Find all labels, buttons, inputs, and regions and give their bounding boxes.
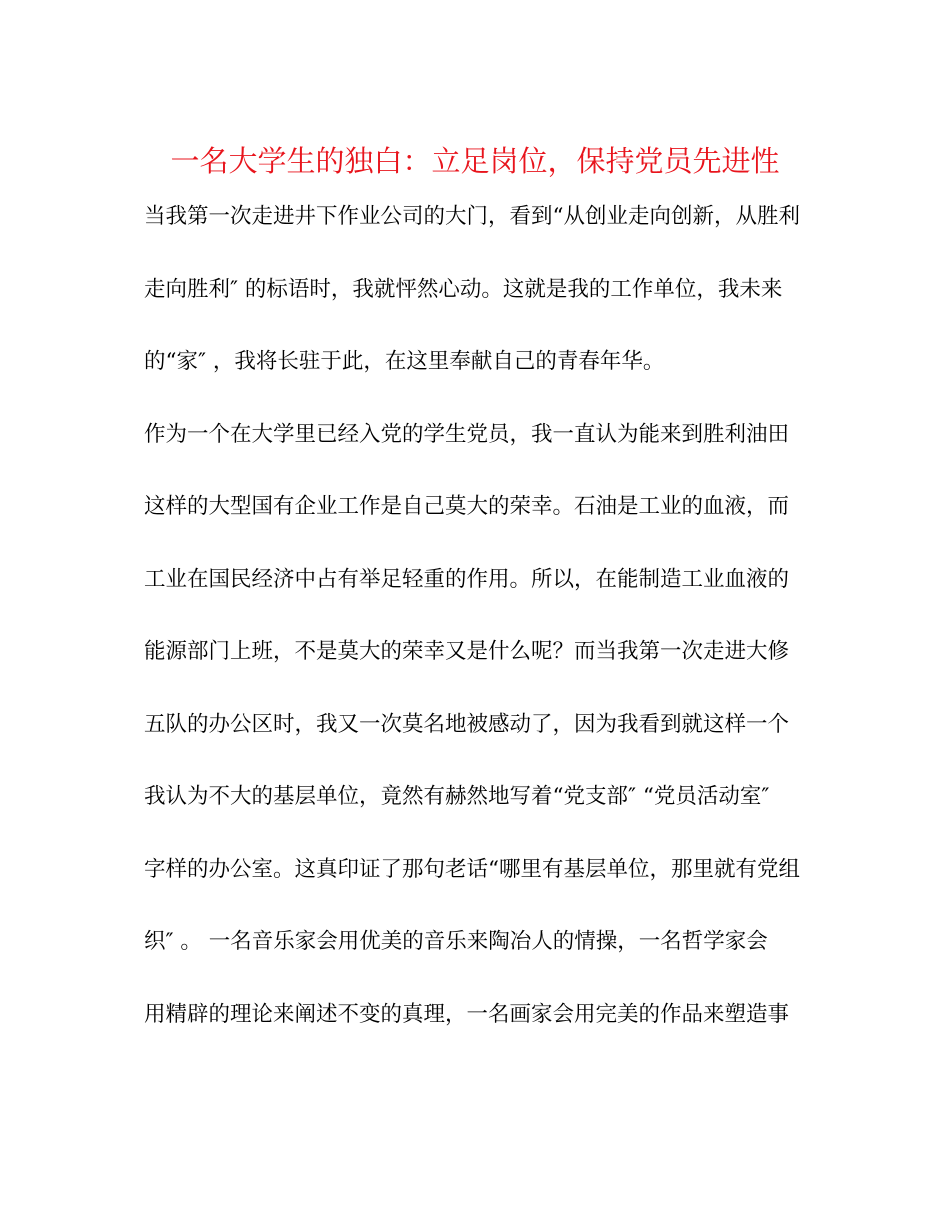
body-line: 我认为不大的基层单位，竟然有赫然地写着“党支部″ “党员活动室″	[144, 784, 770, 809]
body-line: 五队的办公区时，我又一次莫名地被感动了，因为我看到就这样一个	[144, 711, 790, 737]
document-title: 一名大学生的独白：立足岗位，保持党员先进性	[170, 144, 780, 178]
body-line: 的“家″ ，我将长驻于此，在这里奉献自己的青春年华。	[144, 349, 665, 374]
document-body	[144, 197, 814, 1067]
body-line: 作为一个在大学里已经入党的学生党员，我一直认为能来到胜利油田	[144, 421, 790, 447]
body-line: 用精辟的理论来阐述不变的真理，一名画家会用完美的作品来塑造事	[144, 1001, 790, 1027]
body-line: 走向胜利″ 的标语时，我就怦然心动。这就是我的工作单位，我未来	[144, 276, 783, 302]
body-line: 织″ 。 一名音乐家会用优美的音乐来陶冶人的情操，一名哲学家会	[144, 929, 768, 954]
body-line: 字样的办公室。这真印证了那句老话“哪里有基层单位，那里就有党组	[144, 856, 800, 882]
body-line: 工业在国民经济中占有举足轻重的作用。所以，在能制造工业血液的	[144, 566, 790, 592]
body-line: 这样的大型国有企业工作是自己莫大的荣幸。石油是工业的血液，而	[144, 494, 790, 519]
body-line: 能源部门上班，不是莫大的荣幸又是什么呢？而当我第一次走进大修	[144, 639, 790, 664]
body-line: 当我第一次走进井下作业公司的大门，看到“从创业走向创新，从胜利	[144, 204, 800, 229]
